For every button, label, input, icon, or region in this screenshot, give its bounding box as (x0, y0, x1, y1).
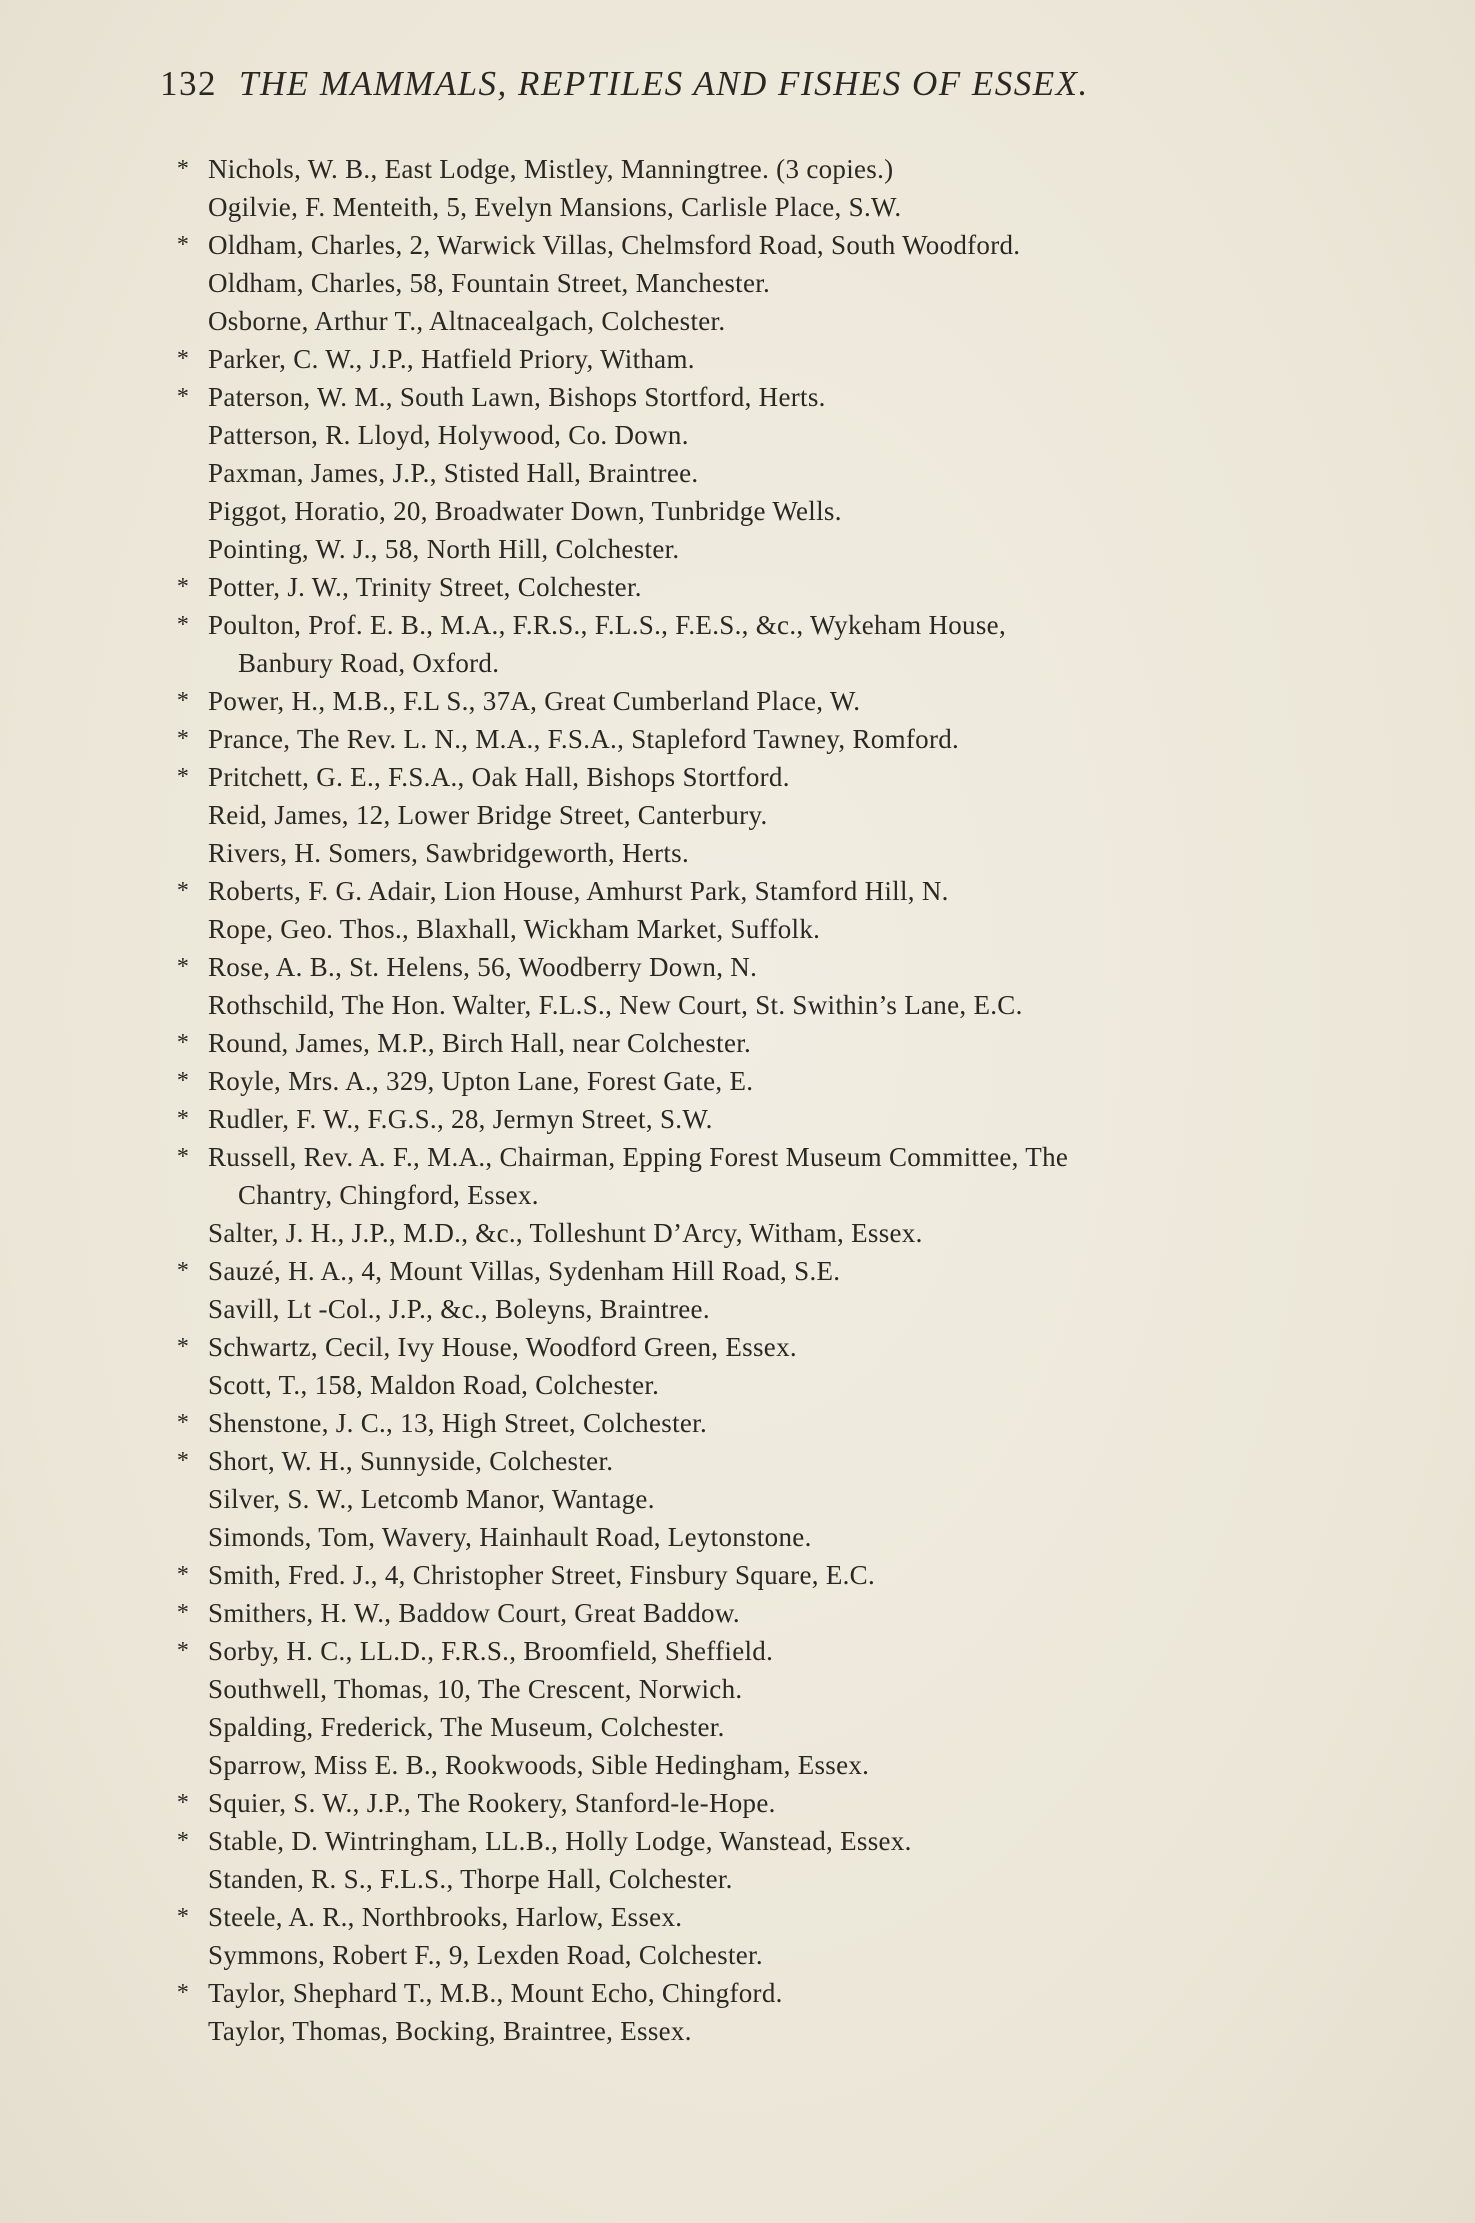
list-item (170, 568, 1370, 606)
list-item (170, 1024, 1370, 1062)
entry-text: Ogilvie, F. Menteith, 5, Evelyn Mansions, Carlisle Place, S.W. (208, 192, 902, 222)
list-item (170, 226, 1370, 264)
entry-continuation: Banbury Road, Oxford. (238, 648, 500, 678)
list-item (170, 758, 1370, 796)
entry-text: Taylor, Shephard T., M.B., Mount Echo, Chingford. (208, 1978, 783, 2008)
entry-text: Silver, S. W., Letcomb Manor, Wantage. (208, 1484, 655, 1514)
entry-text: Sorby, H. C., LL.D., F.R.S., Broomfield, Sheffield. (208, 1636, 774, 1666)
entry-text: Taylor, Thomas, Bocking, Braintree, Essex. (208, 2016, 692, 2046)
list-item (170, 1100, 1370, 1138)
asterisk-marker: * (176, 574, 190, 600)
list-item (170, 1594, 1370, 1632)
asterisk-marker: * (176, 1980, 190, 2006)
entry-text: Standen, R. S., F.L.S., Thorpe Hall, Colchester. (208, 1864, 733, 1894)
list-item (170, 1252, 1370, 1290)
entry-text: Sparrow, Miss E. B., Rookwoods, Sible Hedingham, Essex. (208, 1750, 870, 1780)
list-item (170, 1936, 1370, 1974)
asterisk-marker: * (176, 232, 190, 258)
list-item (170, 1670, 1370, 1708)
entry-text: Power, H., M.B., F.L S., 37A, Great Cumberland Place, W. (208, 686, 861, 716)
list-item (170, 1442, 1370, 1480)
asterisk-marker: * (176, 1790, 190, 1816)
entry-text: Paterson, W. M., South Lawn, Bishops Stortford, Herts. (208, 382, 826, 412)
list-item (170, 720, 1370, 758)
asterisk-marker: * (176, 1410, 190, 1436)
entry-text: Royle, Mrs. A., 329, Upton Lane, Forest Gate, E. (208, 1066, 754, 1096)
page-header (160, 64, 1260, 116)
entry-text: Salter, J. H., J.P., M.D., &c., Tolleshunt D’Arcy, Witham, Essex. (208, 1218, 923, 1248)
list-item (170, 1062, 1370, 1100)
list-item (170, 302, 1370, 340)
list-item (170, 1366, 1370, 1404)
entry-text: Patterson, R. Lloyd, Holywood, Co. Down. (208, 420, 689, 450)
entry-text: Parker, C. W., J.P., Hatfield Priory, Witham. (208, 344, 695, 374)
entry-text: Smith, Fred. J., 4, Christopher Street, Finsbury Square, E.C. (208, 1560, 876, 1590)
asterisk-marker: * (176, 726, 190, 752)
list-item (170, 1518, 1370, 1556)
asterisk-marker: * (176, 688, 190, 714)
entry-text: Oldham, Charles, 2, Warwick Villas, Chelmsford Road, South Woodford. (208, 230, 1021, 260)
asterisk-marker: * (176, 346, 190, 372)
entry-text: Southwell, Thomas, 10, The Crescent, Norwich. (208, 1674, 743, 1704)
list-item (170, 1974, 1370, 2012)
entry-text: Paxman, James, J.P., Stisted Hall, Braintree. (208, 458, 699, 488)
list-item (170, 1138, 1370, 1214)
asterisk-marker: * (176, 878, 190, 904)
asterisk-marker: * (176, 156, 190, 182)
list-item (170, 1822, 1370, 1860)
asterisk-marker: * (176, 1638, 190, 1664)
entry-text: Oldham, Charles, 58, Fountain Street, Manchester. (208, 268, 771, 298)
entry-text: Spalding, Frederick, The Museum, Colchester. (208, 1712, 725, 1742)
list-item (170, 416, 1370, 454)
entry-text: Schwartz, Cecil, Ivy House, Woodford Green, Essex. (208, 1332, 797, 1362)
list-item (170, 1784, 1370, 1822)
entry-text: Osborne, Arthur T., Altnacealgach, Colchester. (208, 306, 726, 336)
entry-continuation: Chantry, Chingford, Essex. (238, 1180, 539, 1210)
list-item (170, 492, 1370, 530)
entry-text: Rothschild, The Hon. Walter, F.L.S., New Court, St. Swithin’s Lane, E.C. (208, 990, 1023, 1020)
list-item (170, 1480, 1370, 1518)
list-item (170, 1632, 1370, 1670)
asterisk-marker: * (176, 1258, 190, 1284)
running-title: THE MAMMALS, REPTILES AND FISHES OF ESSEX. (239, 64, 1089, 103)
entry-text: Short, W. H., Sunnyside, Colchester. (208, 1446, 614, 1476)
list-item (170, 1404, 1370, 1442)
asterisk-marker: * (176, 1828, 190, 1854)
entry-text: Nichols, W. B., East Lodge, Mistley, Manningtree. (3 copies.) (208, 154, 894, 184)
entry-text: Sauzé, H. A., 4, Mount Villas, Sydenham Hill Road, S.E. (208, 1256, 841, 1286)
entry-text: Prance, The Rev. L. N., M.A., F.S.A., Stapleford Tawney, Romford. (208, 724, 960, 754)
asterisk-marker: * (176, 764, 190, 790)
list-item (170, 1214, 1370, 1252)
asterisk-marker: * (176, 1334, 190, 1360)
entry-text: Steele, A. R., Northbrooks, Harlow, Essex. (208, 1902, 683, 1932)
entry-text: Round, James, M.P., Birch Hall, near Colchester. (208, 1028, 752, 1058)
entry-text: Russell, Rev. A. F., M.A., Chairman, Epping Forest Museum Committee, The (208, 1142, 1069, 1172)
list-item (170, 378, 1370, 416)
list-item (170, 1290, 1370, 1328)
entry-text: Symmons, Robert F., 9, Lexden Road, Colchester. (208, 1940, 763, 1970)
entry-text: Poulton, Prof. E. B., M.A., F.R.S., F.L.S., F.E.S., &c., Wykeham House, (208, 610, 1006, 640)
page-number: 132 (160, 64, 217, 103)
list-item (170, 530, 1370, 568)
entry-text: Scott, T., 158, Maldon Road, Colchester. (208, 1370, 660, 1400)
asterisk-marker: * (176, 1106, 190, 1132)
entry-text: Potter, J. W., Trinity Street, Colchester. (208, 572, 642, 602)
list-item (170, 682, 1370, 720)
list-item (170, 264, 1370, 302)
entry-text: Simonds, Tom, Wavery, Hainhault Road, Leytonstone. (208, 1522, 812, 1552)
list-item (170, 454, 1370, 492)
entry-text: Smithers, H. W., Baddow Court, Great Baddow. (208, 1598, 740, 1628)
entry-text: Shenstone, J. C., 13, High Street, Colchester. (208, 1408, 708, 1438)
asterisk-marker: * (176, 1600, 190, 1626)
list-item (170, 188, 1370, 226)
list-item (170, 796, 1370, 834)
list-item (170, 1860, 1370, 1898)
list-item (170, 1708, 1370, 1746)
asterisk-marker: * (176, 612, 190, 638)
entry-text: Pointing, W. J., 58, North Hill, Colchester. (208, 534, 680, 564)
list-item (170, 1328, 1370, 1366)
list-item (170, 340, 1370, 378)
asterisk-marker: * (176, 1562, 190, 1588)
asterisk-marker: * (176, 1448, 190, 1474)
entry-text: Squier, S. W., J.P., The Rookery, Stanford-le-Hope. (208, 1788, 776, 1818)
list-item (170, 834, 1370, 872)
list-item (170, 2012, 1370, 2050)
entry-text: Stable, D. Wintringham, LL.B., Holly Lodge, Wanstead, Essex. (208, 1826, 912, 1856)
entry-text: Rudler, F. W., F.G.S., 28, Jermyn Street, S.W. (208, 1104, 713, 1134)
asterisk-marker: * (176, 1904, 190, 1930)
list-item (170, 910, 1370, 948)
entry-text: Rope, Geo. Thos., Blaxhall, Wickham Market, Suffolk. (208, 914, 821, 944)
entry-text: Rose, A. B., St. Helens, 56, Woodberry Down, N. (208, 952, 758, 982)
list-item (170, 150, 1370, 188)
list-item (170, 1556, 1370, 1594)
list-item (170, 948, 1370, 986)
asterisk-marker: * (176, 384, 190, 410)
list-item (170, 1746, 1370, 1784)
asterisk-marker: * (176, 1068, 190, 1094)
entry-text: Piggot, Horatio, 20, Broadwater Down, Tunbridge Wells. (208, 496, 842, 526)
list-item (170, 986, 1370, 1024)
list-item (170, 1898, 1370, 1936)
asterisk-marker: * (176, 1030, 190, 1056)
asterisk-marker: * (176, 954, 190, 980)
entry-text: Reid, James, 12, Lower Bridge Street, Canterbury. (208, 800, 768, 830)
asterisk-marker: * (176, 1144, 190, 1170)
list-item (170, 606, 1370, 682)
subscriber-list (170, 150, 1370, 2050)
list-item (170, 872, 1370, 910)
entry-text: Rivers, H. Somers, Sawbridgeworth, Herts. (208, 838, 689, 868)
entry-text: Roberts, F. G. Adair, Lion House, Amhurst Park, Stamford Hill, N. (208, 876, 949, 906)
entry-text: Pritchett, G. E., F.S.A., Oak Hall, Bishops Stortford. (208, 762, 790, 792)
entry-text: Savill, Lt -Col., J.P., &c., Boleyns, Braintree. (208, 1294, 710, 1324)
